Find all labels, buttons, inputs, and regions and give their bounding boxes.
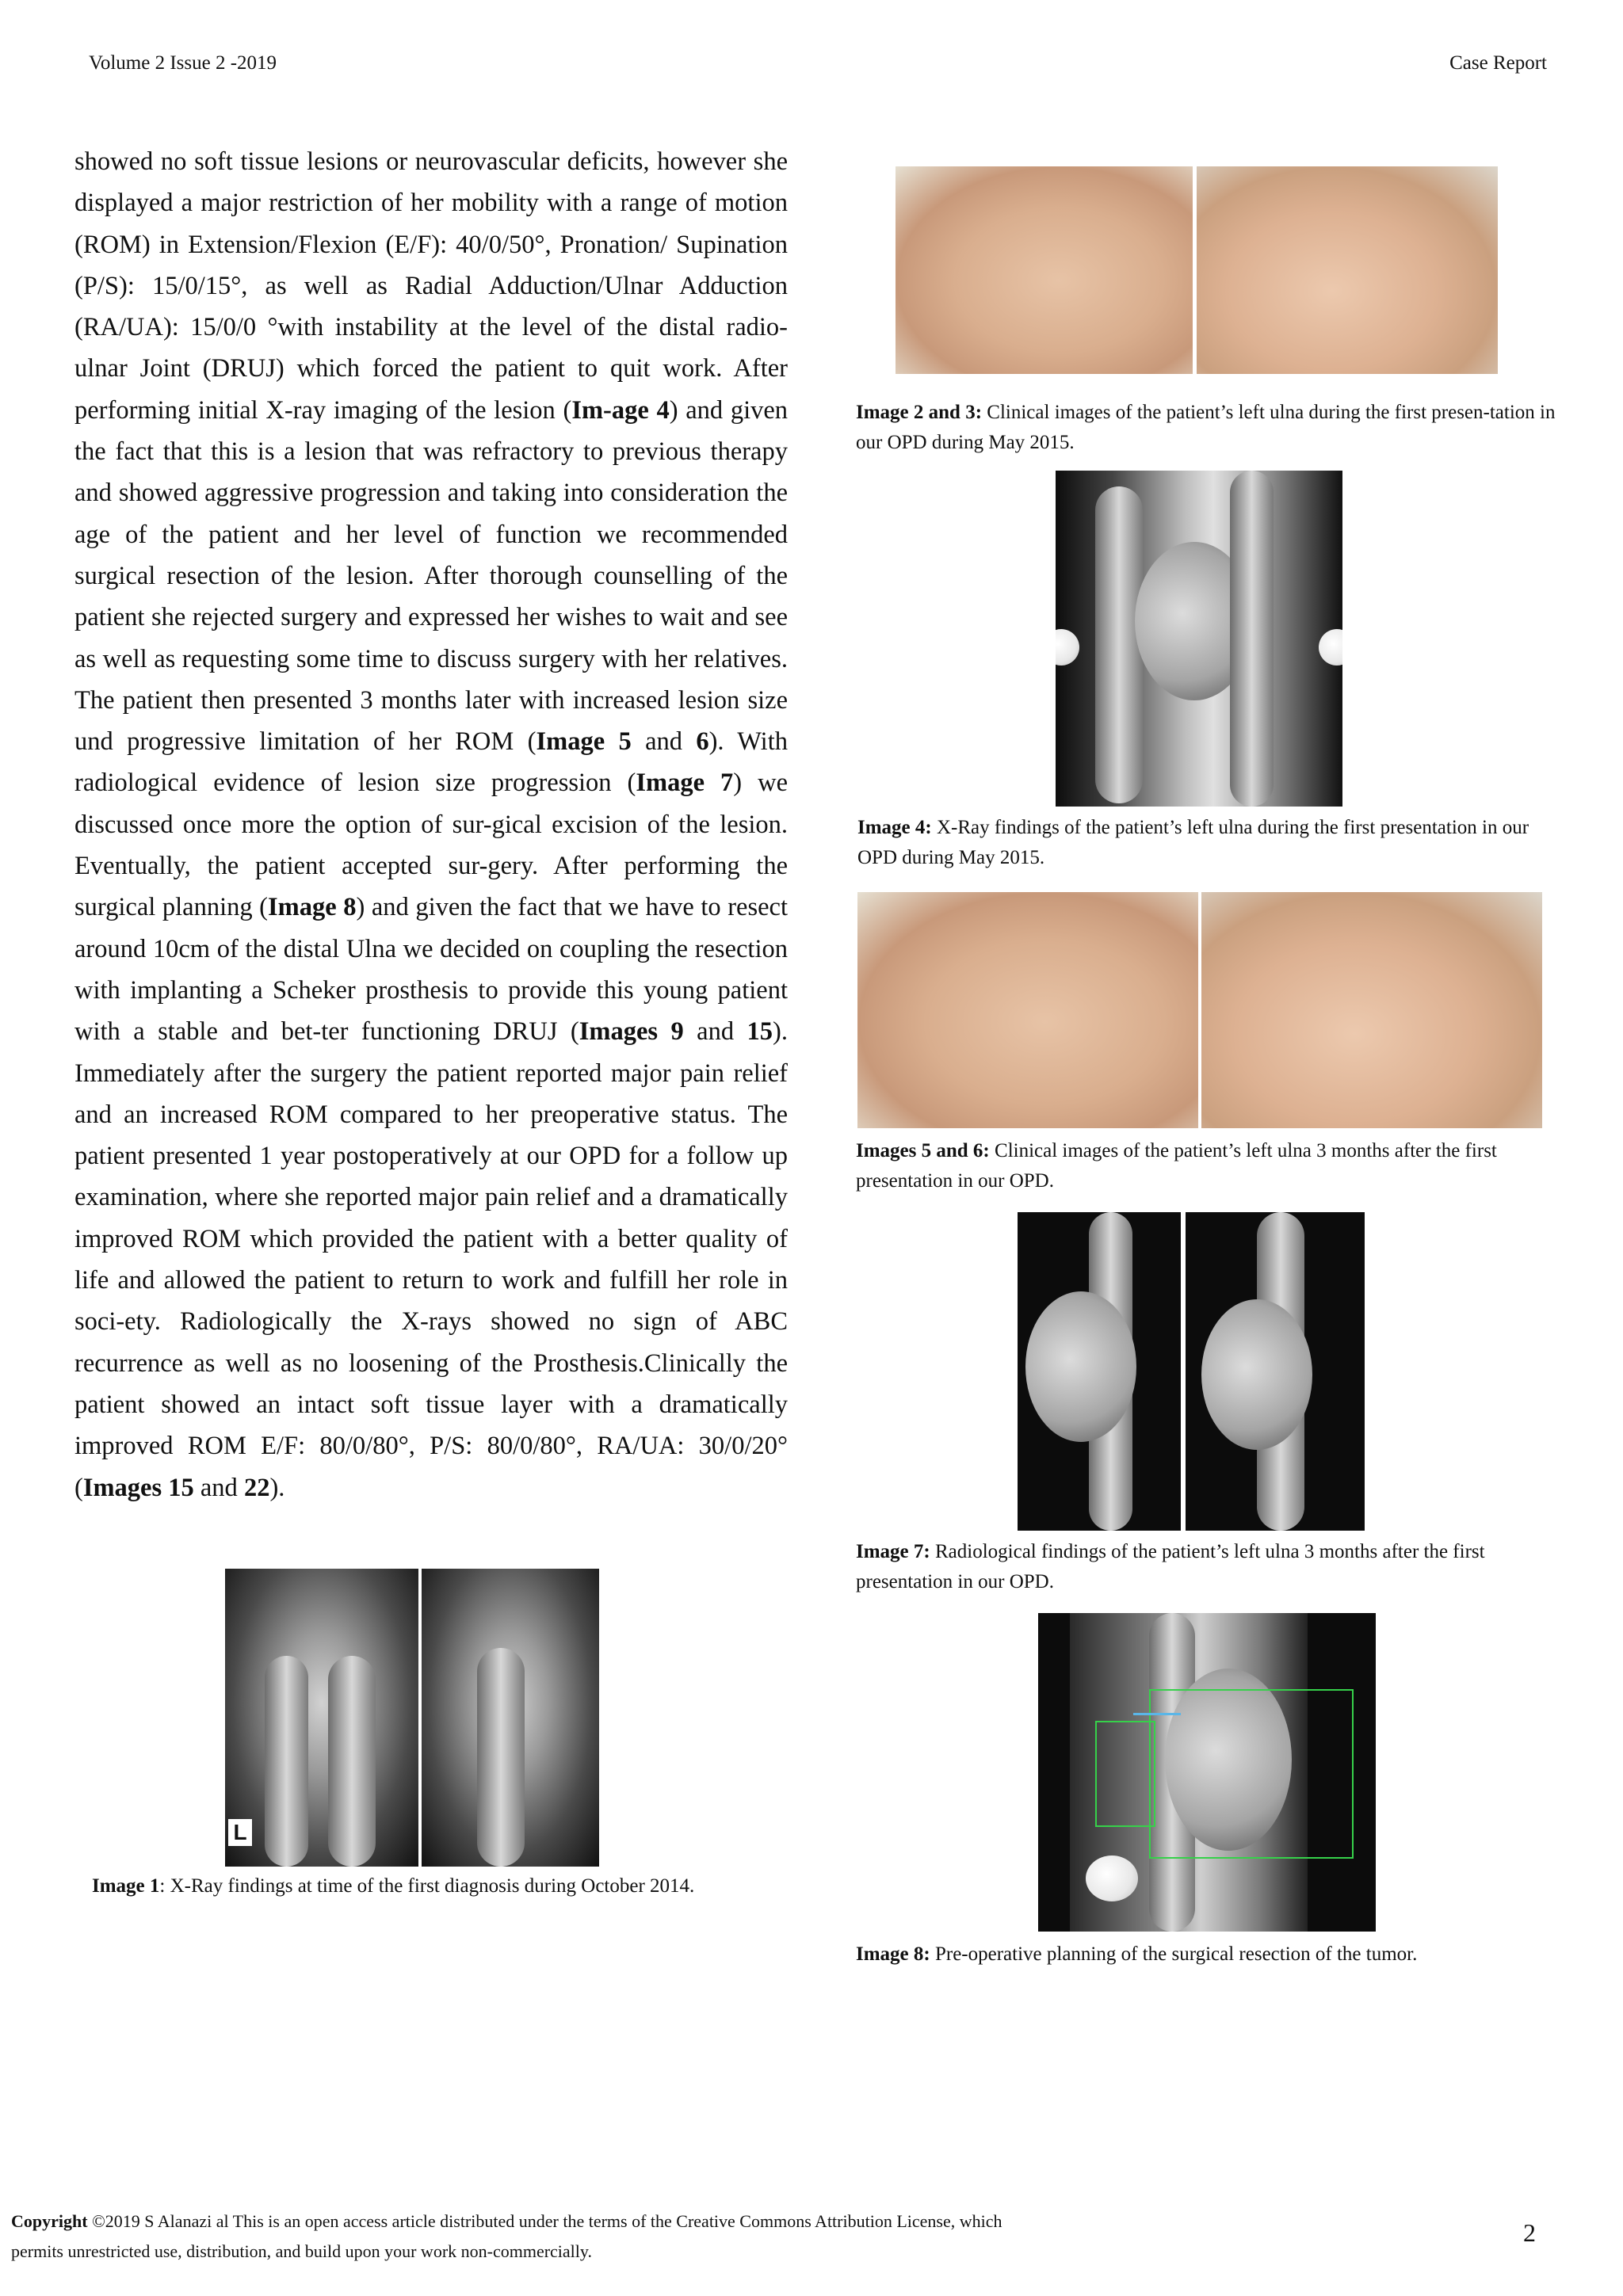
calibration-marker: [1086, 1855, 1138, 1901]
bone-shape: [1230, 471, 1274, 807]
caption-image-1: [92, 1871, 805, 1901]
xray-image-1-left: [225, 1569, 418, 1867]
figure-ref-image-15: 15: [747, 1017, 773, 1047]
clinical-photo-image-3: [1197, 166, 1498, 374]
figure-ref-images-15: Images 15: [82, 1473, 194, 1502]
body-text-part: ). Immediately after the surgery the patient reported major pain relief and an increased ROM compared to her preoperative status. The patient presented 1 year postoperatively at our OPD for a follow up examination, where she reported major pain relief and a dramatically improved ROM which provided the patient with a better quality of life and allowed the patient to return to work and fulfill her role in soci-ety. Radiologically the X-rays showed no sign of ABC recurrence as well as no loosening of the Prosthesis.Clinically the patient showed an intact soft tissue layer with a dramatically improved ROM E/F: 80/0/80°, P/S: 80/0/80°, RA/UA: 30/0/20° (: [74, 1017, 788, 1502]
running-header-article-type: Case Report: [1449, 52, 1547, 74]
caption-label: Image 8:: [856, 1943, 930, 1965]
copyright-footer: [11, 2206, 1002, 2267]
copyright-label: Copyright: [11, 2211, 88, 2231]
caption-label: Image 1: [92, 1875, 160, 1897]
caption-text: Clinical images of the patient’s left ulna 3 months after the first presentation in our OPD.: [856, 1140, 1497, 1192]
caption-text: Pre-operative planning of the surgical resection of the tumor.: [930, 1943, 1418, 1965]
caption-text: Radiological findings of the patient’s left ulna 3 months after the first presentation in our OPD.: [856, 1541, 1485, 1592]
body-text-part: ) and given the fact that this is a lesion that was refractory to previous therapy and showed aggressive progression and taking into consideration the age of the patient and her level of function we recommended surgical resection of the lesion. After thorough counselling of the patient she rejected surgery and expressed her wishes to wait and see as well as requesting some time to discuss surgery with her relatives. The patient then presented 3 months later with increased lesion size und progressive limitation of her ROM (: [74, 395, 789, 757]
clinical-photo-image-5: [857, 892, 1198, 1128]
caption-image-7: [856, 1537, 1569, 1597]
caption-label: Image 4:: [857, 817, 932, 838]
caption-label: Image 2 and 3:: [856, 402, 983, 423]
caption-label: Image 7:: [856, 1541, 930, 1562]
figure-ref-image-4: Im-age 4: [571, 395, 670, 425]
xray-image-1-right: [422, 1569, 599, 1867]
caption-text: : X-Ray findings at time of the first diagnosis during October 2014.: [159, 1875, 695, 1897]
figure-ref-images-9: Images 9: [579, 1017, 684, 1047]
caption-label: Images 5 and 6:: [856, 1140, 990, 1161]
figure-ref-image-5: Image 5: [536, 727, 632, 757]
body-text-part: ). With radiological evidence of lesion size progression (: [74, 727, 788, 798]
body-text-part: showed no soft tissue lesions or neurovascular deficits, however she displayed a major restriction of her mobility with a range of motion (ROM) in Extension/Flexion (E/F): 40/0/50°, Pronation/ Supination (P/S): 15/0/15°, as well as Radial Adduction/Ulnar Adduction (RA/UA): 15/0/0 °with instability at the level of the distal radio-ulnar Joint (DRUJ) which forced the patient to quit work. After performing initial X-ray imaging of the lesion (: [74, 147, 788, 425]
planning-line: [1133, 1713, 1181, 1715]
caption-image-8: [856, 1939, 1569, 1970]
clinical-photo-image-6: [1201, 892, 1542, 1128]
xray-image-8: [1038, 1613, 1376, 1932]
side-marker-l: L: [228, 1819, 252, 1846]
figure-ref-image-7: Image 7: [636, 769, 734, 798]
caption-image-2-3: [856, 398, 1569, 458]
body-paragraph: [74, 141, 788, 1508]
bone-shape: [477, 1648, 525, 1867]
calibration-marker: [1319, 629, 1342, 666]
lesion-shape: [1025, 1291, 1136, 1442]
figure-ref-image-6: 6: [696, 727, 709, 757]
bone-shape: [265, 1656, 308, 1867]
caption-text: X-Ray findings of the patient’s left ulna during the first presentation in our OPD during May 2015.: [857, 817, 1529, 868]
planning-measure-box: [1095, 1721, 1155, 1827]
body-text-part: ).: [269, 1473, 285, 1502]
page-number: 2: [1523, 2218, 1536, 2247]
body-text-part: ) we discussed once more the option of sur-gical excision of the lesion. Eventually, the patient accepted sur-gery. After performing the surgical planning (: [74, 769, 788, 922]
clinical-photo-image-2: [896, 166, 1193, 374]
xray-image-7-left: [1018, 1212, 1181, 1531]
caption-image-5-6: [856, 1136, 1569, 1196]
lesion-shape: [1201, 1299, 1312, 1450]
xray-image-7-right: [1186, 1212, 1365, 1531]
caption-text: Clinical images of the patient’s left ulna during the first presen-tation in our OPD during May 2015.: [856, 402, 1556, 453]
copyright-line-2: permits unrestricted use, distribution, and build upon your work non-commercially.: [11, 2241, 592, 2261]
calibration-marker: [1056, 629, 1079, 666]
figure-ref-image-8: Image 8: [268, 893, 357, 922]
body-text-part: and: [631, 727, 697, 757]
xray-image-4: [1056, 471, 1342, 807]
copyright-line-1: [11, 2206, 1002, 2237]
body-text-part: and: [193, 1473, 244, 1502]
body-text-part: and: [683, 1017, 747, 1047]
bone-shape: [1095, 486, 1143, 803]
running-header-volume: Volume 2 Issue 2 -2019: [89, 52, 277, 74]
figure-ref-image-22: 22: [243, 1473, 270, 1502]
body-text-part: ) and given the fact that we have to resect around 10cm of the distal Ulna we decided on coupling the resection with implanting a Scheker prosthesis to provide this young patient with a stable and bet-ter functioning DRUJ (: [74, 893, 788, 1047]
copyright-text: ©2019 S Alanazi al This is an open access article distributed under the terms of the Creative Commons Attribution License, which: [87, 2211, 1002, 2231]
caption-image-4: [857, 813, 1571, 873]
bone-shape: [328, 1656, 376, 1867]
